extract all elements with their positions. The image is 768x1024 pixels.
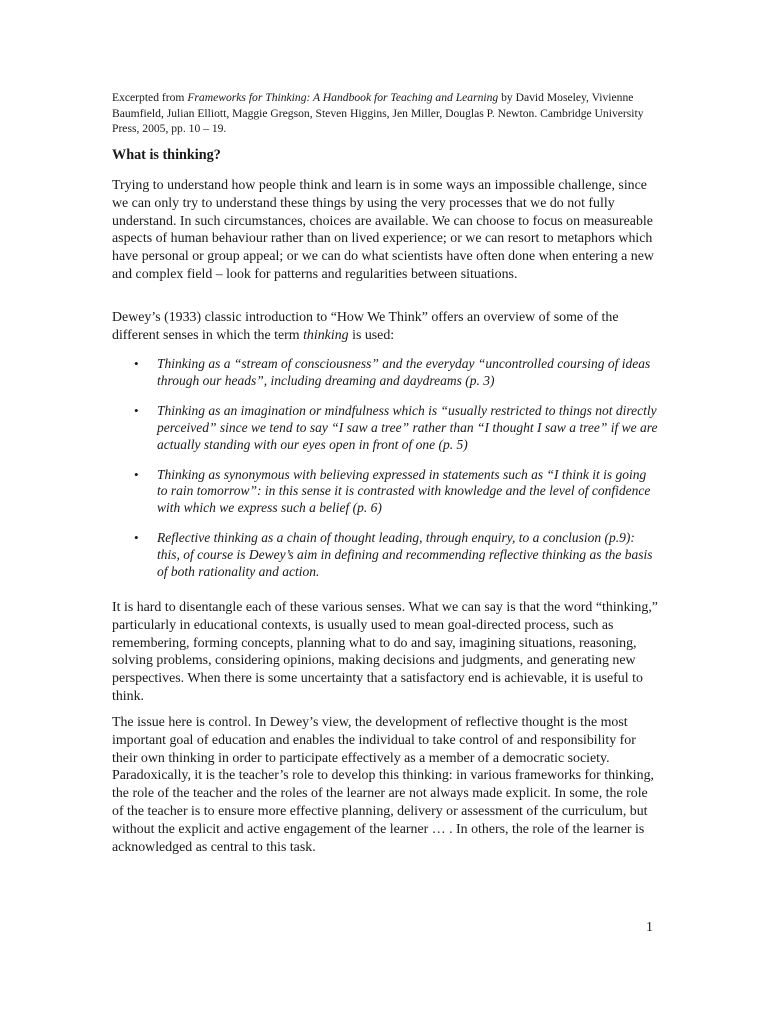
list-item xyxy=(112,403,660,454)
bullet-icon: • xyxy=(134,402,139,418)
bullet-icon: • xyxy=(134,466,139,482)
bullet-icon: • xyxy=(134,356,139,371)
list-item-text: Thinking as an imagination or mindfulness which is “usually restricted to things not directly perceived” since we tend to say “I saw a tree” rather than “I thought I saw a tree” if we are actually standing with our eyes open in front of one (p. 5) xyxy=(157,402,658,452)
page-number: 1 xyxy=(646,920,653,935)
senses-list xyxy=(112,356,660,594)
term-thinking: thinking xyxy=(303,327,349,343)
paragraph-intro: Trying to understand how people think and learn is in some ways an impossible challenge, since we can only try to understand these things by using the very processes that we do not fully understand. In such circumstances, choices are available. We can choose to focus on measureable aspects of human behaviour rather than on lived experience; or we can resort to metaphors which have personal or group appeal; or we can do what scientists have often done when entering a new and complex field – look for patterns and regularities between situations. xyxy=(112,178,654,282)
list-item xyxy=(112,356,660,390)
paragraph-control: The issue here is control. In Dewey’s view, the development of reflective thought is the most important goal of education and enables the individual to take control of and responsibility for their own thinking in order to participate effectively as a member of a democratic society. Paradoxically, it is the teacher’s role to develop this thinking: in various frameworks for thinking, the role of the teacher and the roles of the learner are not always made explicit. In some, the role of the teacher is to ensure more effective planning, delivery or assessment of the curriculum, but without the explicit and active engagement of the learner … . In others, the role of the learner is acknowledged as central to this task. xyxy=(112,715,654,855)
list-item-text: Thinking as synonymous with believing expressed in statements such as “I think it is going to rain tomorrow”: in this sense it is contrasted with knowledge and the level of confidence with which we express such a belief (p. 6) xyxy=(157,466,651,516)
bullet-icon: • xyxy=(134,530,139,546)
source-citation xyxy=(112,90,672,137)
source-prefix: Excerpted from xyxy=(112,91,188,104)
list-item-text: Thinking as a “stream of consciousness” and the everyday “uncontrolled coursing of ideas through our heads”, including dreaming and daydreams (p. 3) xyxy=(157,356,651,388)
list-item xyxy=(112,530,660,581)
book-title: Frameworks for Thinking: A Handbook for Teaching and Learning xyxy=(187,91,499,104)
paragraph-dewey-before: Dewey’s (1933) classic introduction to “How We Think” offers an overview of some of the different senses in which the term xyxy=(112,310,619,343)
source-suffix: by David Moseley, Vivienne Baumfield, Julian Elliott, Maggie Gregson, Steven Higgins, Jen Miller, Douglas P. Newton. Cambridge University Press, 2005, pp. 10 – 19. xyxy=(112,91,644,135)
section-heading: What is thinking? xyxy=(112,147,221,163)
paragraph-dewey-after: is used: xyxy=(348,327,395,343)
list-item xyxy=(112,467,660,518)
paragraph-senses: It is hard to disentangle each of these various senses. What we can say is that the word “thinking,” particularly in educational contexts, is usually used to mean goal-directed process, such as remembering, forming concepts, planning what to do and say, imagining situations, reasoning, solving problems, considering opinions, making decisions and judgments, and generating new perspectives. When there is some uncertainty that a satisfactory end is achievable, it is useful to think. xyxy=(112,600,658,704)
list-item-text: Reflective thinking as a chain of thought leading, through enquiry, to a conclusion (p.9): this, of course is Dewey’s aim in defining and recommending reflective thinking as the basis of both rationality and action. xyxy=(157,530,653,580)
paragraph-dewey xyxy=(112,309,660,345)
